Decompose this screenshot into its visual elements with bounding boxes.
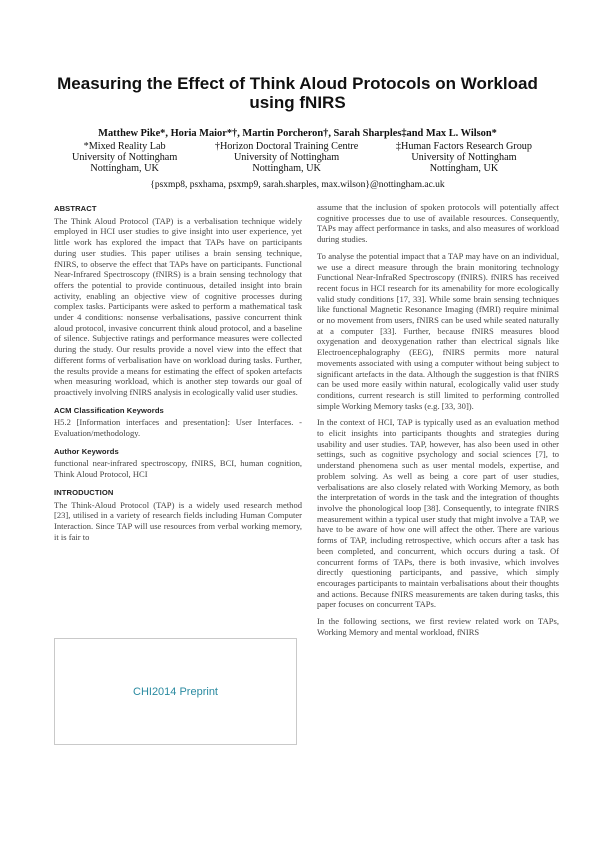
affiliation-university: University of Nottingham [72,152,178,164]
paragraph: In the context of HCI, TAP is typically used as an evaluation method to elicit insights into participants thoughts and strategies during usability and user studies. TAP, however, has also been used in other settings, such as cognitive psychology and social sciences [7], to understand phenomena such as user mental models, expertise, and problem solving. As well as being a core part of user studies, verbalisations are also closely related with Working Memory, as both the interpretation of words in the task and the integration of thoughts involve the phonological loop [38]. Consequently, to integrate fNIRS measurement within a typical user study that might involve a TAP, we have to be aware of how one will affect the other. There are various forms of TAP, including retrospective, which occurs after a task has been completed, and concurrent, which occurs during a task. Of concurrent forms of TAPs, there is both invasive, which involves directly questioning participants, and passive, which simply encourages participants to maintain verbalisations about their thoughts and actions. Because fNIRS measurements are taken during tasks, this paper focuses on concurrent TAPs. [317,417,559,610]
paragraph: assume that the inclusion of spoken protocols will potentially affect cognitive processes due to use of available resources. Consequently, TAPs may affect performance in tasks, and also measures of workload during studies. [317,202,559,245]
preprint-box [54,638,297,745]
paragraph: In the following sections, we first review related work on TAPs, Working Memory and mental workload, fNIRS [317,616,559,637]
paper-title: Measuring the Effect of Think Aloud Protocols on Workload using fNIRS [57,74,538,112]
affiliation-city: Nottingham, UK [429,163,499,175]
acm-text: H5.2 [Information interfaces and presentation]: User Interfaces. - Evaluation/methodology. [54,417,302,439]
affiliation-1 [72,141,177,175]
keywords-text: functional near-infrared spectroscopy, fNIRS, BCI, human cognition, Think Aloud Protocol, HCI [54,458,302,480]
author-emails: {psxmp8, psxhama, psxmp9, sarah.sharples, max.wilson}@nottingham.ac.uk [150,180,445,190]
affiliation-3 [396,141,532,175]
affiliations [72,141,532,175]
abstract-heading: ABSTRACT [54,204,97,213]
affiliation-university: University of Nottingham [233,152,340,164]
affiliation-name: *Mixed Reality Lab [83,141,166,152]
preprint-label: CHI2014 Preprint [133,685,218,698]
introduction-text: The Think-Aloud Protocol (TAP) is a widely used research method [23], utilised in a variety of research fields including Human Computer Interaction. Since TAP will use resources from verbal working memory, it is fair to [54,499,302,542]
author-list: Matthew Pike*, Horia Maior*†, Martin Porcheron†, Sarah Sharples‡and Max L. Wilson* [98,128,497,139]
affiliation-2 [215,141,358,175]
left-column [54,204,302,542]
right-column [317,202,559,637]
keywords-heading: Author Keywords [54,446,119,456]
affiliation-university: University of Nottingham [411,152,517,164]
paragraph: To analyse the potential impact that a TAP may have on an individual, we use a direct measure through the brain monitoring technology Functional Near-InfraRed Spectroscopy (fNIRS). fNIRS has received recent focus in HCI research for its amenability for more ecologically valid study conditions [17, 33]. While some brain sensing techniques like functional Magnetic Resonance Imaging (fMRI) require minimal or no movement from users, fNIRS can be used while seated naturally at a computer [33]. Further, because fNIRS measures blood oxygenation and deoxygenation rather than electrical signals like Electroencephalography (EEG), fNIRS permits more natural movements associated with using a computer without being subject to significant artefacts in the data. Although the suggestion is that fNIRS can be used more easily within natural, ecologically valid user study conditions, current research is still limited to performing controlled simple Working Memory tasks (e.g. [33, 30]). [317,250,559,411]
acm-heading: ACM Classification Keywords [54,405,164,415]
introduction-heading: INTRODUCTION [54,487,114,497]
affiliation-name: †Horizon Doctoral Training Centre [214,141,359,152]
affiliation-city: Nottingham, UK [252,163,321,175]
affiliation-city: Nottingham, UK [90,163,159,175]
affiliation-name: ‡Human Factors Research Group [395,141,532,152]
abstract-text: The Think Aloud Protocol (TAP) is a verbalisation technique widely employed in HCI user studies to give insight into user experience, yet little work has explored the impact that TAPs have on participants during user studies. This paper utilises a brain sensing technique, fNIRS, to observe the effect that TAPs have on participants. Functional Near-Infrared Spectroscopy (fNIRS) is a brain sensing technology that offers the potential to provide continuous, detailed insight into brain activity, enabling an objective view of cognitive processes during complex tasks. Participants were asked to perform a mathematical task under 4 conditions: nonsense verbalisations, passive concurrent think aloud protocol, invasive concurrent think aloud protocol, and a baseline of silence. Subjective ratings and performance measures were collected during the study. Our results provide a novel view into the effect that different forms of verbalisation have on workload during tasks. Further, the results provide a means for estimating the effect of spoken artefacts when measuring workload, which is another step towards our goal of proactively involving fNIRS analysis in ecologically valid user studies. [54,215,302,397]
